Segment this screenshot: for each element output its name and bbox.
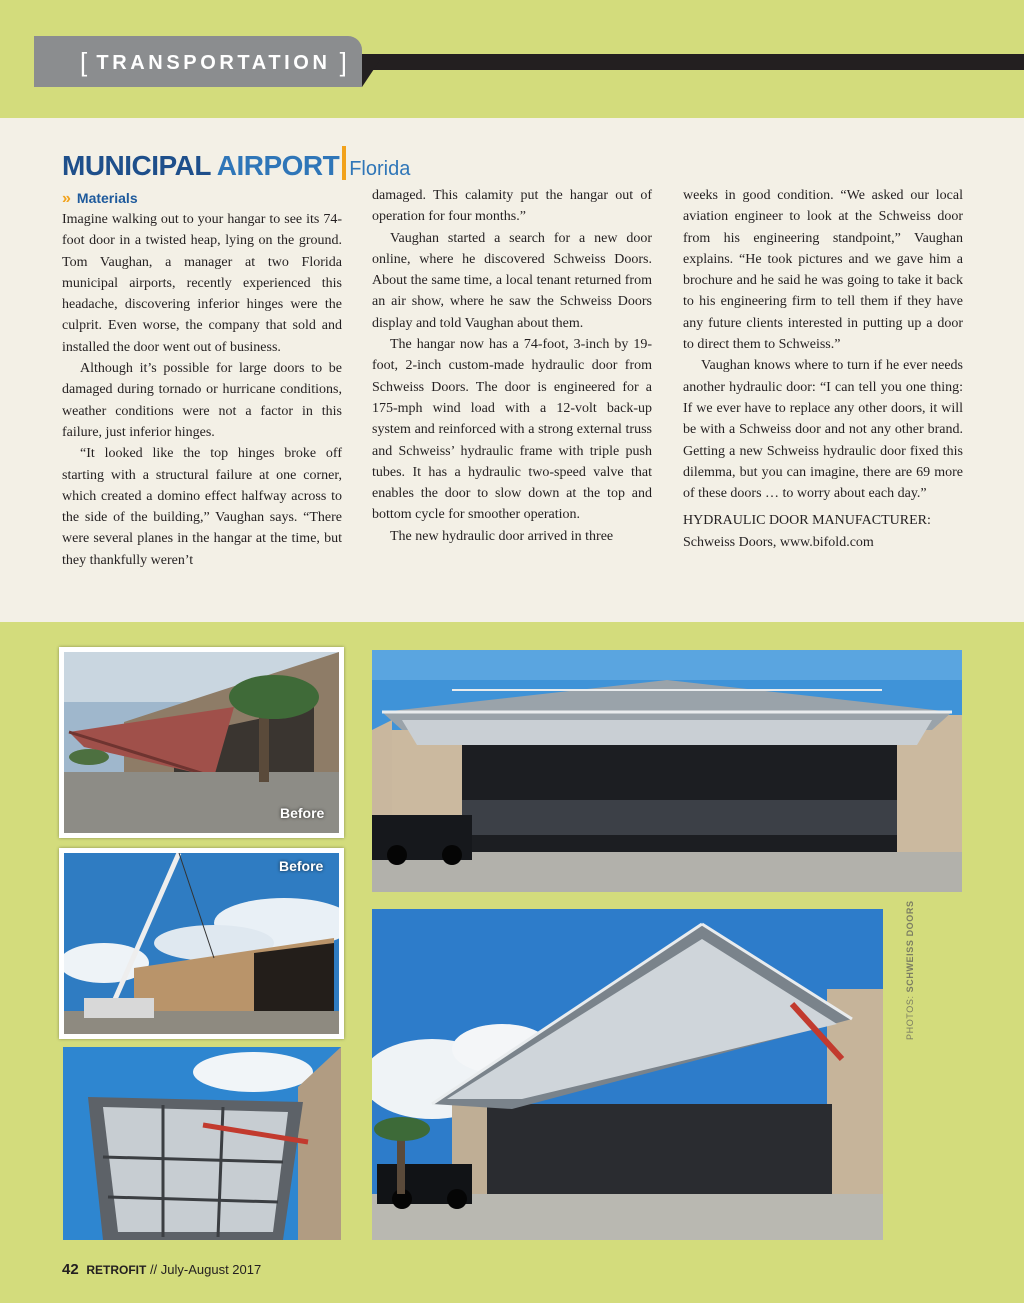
- article-column-2: [372, 185, 652, 547]
- manufacturer-label: HYDRAULIC DOOR MANUFACTURER:: [683, 513, 931, 529]
- article-column-3: [683, 185, 963, 553]
- header-rule-notch: [362, 54, 384, 87]
- photo-hangar-door-raised: [372, 909, 883, 1240]
- paragraph: Vaughan started a search for a new door online, where he discovered Schweiss Doors. About the same time, a local tenant returned from an air show, where he saw the Schweiss Doors display and told Vaughan about them.: [372, 230, 652, 331]
- photo-door-underside: [63, 1047, 341, 1240]
- article-headline: MUNICIPAL AIRPORT Florida: [62, 146, 410, 182]
- photo-crane-hangar: [59, 848, 344, 1039]
- paragraph: “It looked like the top hinges broke off starting with a structural failure at one corner, which created a domino effect halfway across to the side of the building,” Vaughan says. “There were several planes in the hangar at the time, but they thankfully weren’t: [62, 446, 342, 568]
- header-rule: [362, 54, 1024, 70]
- page-number: 42: [62, 1261, 79, 1278]
- photo-caption-before: Before: [279, 858, 324, 874]
- paragraph: The new hydraulic door arrived in three: [390, 528, 614, 544]
- paragraph: Imagine walking out to your hangar to see its 74-foot door in a twisted heap, lying on the ground. Tom Vaughan, a manager at two Florida municipal airports, recently experienced this headache, discovering inferior hinges were the culprit. Even worse, the company that sold and installed the door went out of business.: [62, 212, 342, 355]
- magazine-name: RETROFIT: [86, 1263, 147, 1277]
- headline-location: Florida: [349, 158, 411, 180]
- paragraph: Vaughan knows where to turn if he ever needs another hydraulic door: “I can tell you one thing: If we ever have to replace any other doors, it will be with a Schweiss door and not any other brand. Getting a new Schweiss hydraulic door fixed this dilemma, but you can imagine, there are 69 more of these doors … to worry about each day.”: [683, 358, 963, 502]
- paragraph: weeks in good condition. “We asked our local aviation engineer to look at the Schweiss door from his engineering standpoint,” Vaughan explains. “He took pictures and we gave him a brochure and he said he was going to take it back to his engineering firm to tell them if they have any future clients interested in putting up a door to direct them to Schweiss.”: [683, 188, 963, 353]
- photo-caption-before: Before: [280, 805, 325, 821]
- chevron-icon: »: [62, 190, 69, 207]
- paragraph: Although it’s possible for large doors to be damaged during tornado or hurricane conditions, weather conditions were not a factor in this failure, just inferior hinges.: [62, 361, 342, 440]
- paragraph: The hangar now has a 74-foot, 3-inch by 19-foot, 2-inch custom-made hydraulic door from Schweiss Doors. The door is engineered for a 175-mph wind load with a 12-volt back-up system and reinforced with a strong external truss and Schweiss’ hydraulic frame with triple push tubes. It has a hydraulic two-speed valve that enables the door to slow down at the top and bottom cycle for smoother operation.: [372, 337, 652, 523]
- photo-credit: PHOTOS: SCHWEISS DOORS: [905, 900, 915, 1040]
- article-subhead: » Materials: [62, 190, 138, 207]
- headline-divider: [342, 146, 346, 180]
- manufacturer-value: Schweiss Doors, www.bifold.com: [683, 534, 874, 550]
- photo-hangar-door-open: [372, 650, 962, 892]
- page-footer: [62, 1260, 261, 1280]
- issue-date: // July-August 2017: [149, 1262, 262, 1277]
- paragraph: damaged. This calamity put the hangar out of operation for four months.”: [372, 188, 652, 225]
- section-label: [ TRANSPORTATION ]: [80, 47, 347, 77]
- article-column-1: [62, 209, 342, 571]
